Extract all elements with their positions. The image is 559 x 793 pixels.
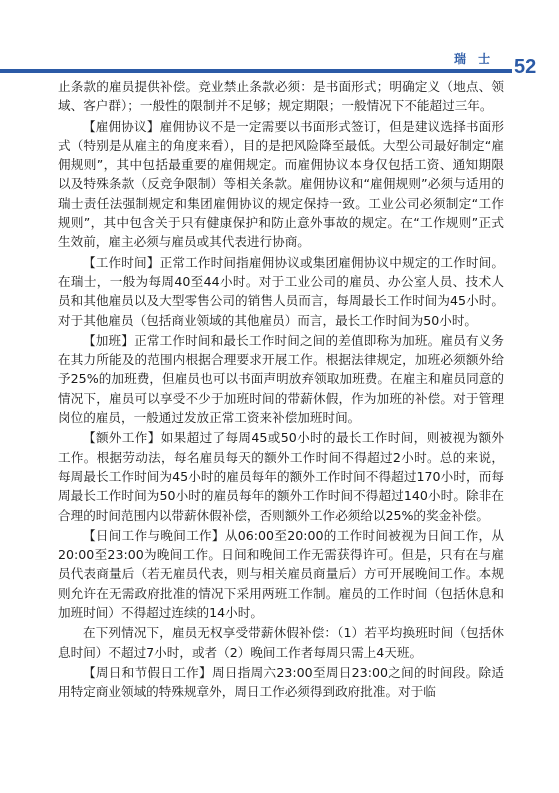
paragraph-continuation bbox=[58, 77, 504, 116]
paragraph-day-night-work bbox=[58, 526, 504, 622]
paragraph-overtime bbox=[58, 331, 504, 427]
paragraph-heading: 【工作时间】 bbox=[83, 254, 160, 270]
paragraph-extra-work bbox=[58, 428, 504, 524]
paragraph-text: 雇佣协议不是一定需要以书面形式签订，但是建议选择书面形式（特别是从雇主的角度来看），目的是把风险降至最低。大型公司最好制定“雇佣规则”，其中包括最重要的雇佣规定。而雇佣协议本身仅包括工资、通知期限以及特殊条款（反竞争限制）等相关条款。雇佣协议和“雇佣规则”必须与适用的瑞士责任法强制规定和集团雇佣协议的规定保持一致。工业公司必须制定“工作规则”，其中包含关于只有健康保护和防止意外事故的规定。在“工作规则”正式生效前，雇主必须与雇员或其代表进行协商。 bbox=[58, 118, 505, 250]
paragraph-text: 周日指周六23:00至周日23:00之间的时间段。除适用特定商业领域的特殊规章外，周日工作必须得到政府批准。对于临 bbox=[58, 664, 505, 700]
paragraph-heading: 【日间工作与晚间工作】 bbox=[83, 527, 225, 543]
paragraph-text: 如果超过了每周45或50小时的最长工作时间，则被视为额外工作。根据劳动法，每名雇员每天的额外工作时间不得超过2小时。总的来说，每周最长工作时间为45小时的雇员每年的额外工作时间不得超过170小时，而每周最长工作时间为50小时的雇员每年的额外工作时间不得超过140小时。除非在合理的时间范围内以带薪休假补偿，否则额外工作必须给以25%的奖金补偿。 bbox=[58, 430, 504, 523]
paragraph-heading: 【周日和节假日工作】 bbox=[83, 664, 212, 680]
paragraph-heading: 【雇佣协议】 bbox=[83, 118, 160, 134]
page-number: 52 bbox=[514, 56, 537, 78]
paragraph-working-hours bbox=[58, 253, 504, 330]
body-text bbox=[58, 77, 504, 703]
section-title: 瑞 士 bbox=[454, 52, 495, 66]
paragraph-heading: 【额外工作】 bbox=[83, 430, 161, 446]
paragraph-text: 从06:00至20:00的工作时间被视为日间工作，从20:00至23:00为晚间工作。日间和晚间工作无需获得许可。但是，只有在与雇员代表商量后（若无雇员代表，则与相关雇员商量后）方可开展晚间工作。本规则允许在无需政府批准的情况下采用两班工作制。雇员的工作时间（包括休息和加班时间）不得超过连续的14小时。 bbox=[58, 527, 504, 621]
paragraph-paid-leave-exceptions bbox=[58, 623, 504, 662]
paragraph-text: 止条款的雇员提供补偿。竞业禁止条款必须：是书面形式；明确定义（地点、领域、客户群）；一般性的限制并不足够；规定期限；一般情况下不能超过三年。 bbox=[58, 79, 504, 114]
paragraph-text: 正常工作时间和最长工作时间之间的差值即称为加班。雇员有义务在其力所能及的范围内根据合理要求开展工作。根据法律规定，加班必须额外给予25%的加班费，但雇员也可以书面声明放弃领取加班费。在雇主和雇员同意的情况下，雇员可以享受不少于加班时间的带薪休假，作为加班的补偿。对于管理岗位的雇员，一般通过发放正常工资来补偿加班时间。 bbox=[58, 332, 505, 426]
paragraph-text: 在下列情况下，雇员无权享受带薪休假补偿：（1）若平均换班时间（包括休息时间）不超过7小时，或者（2）晚间工作者每周只需上4天班。 bbox=[58, 625, 504, 660]
paragraph-heading: 【加班】 bbox=[83, 332, 135, 348]
header-rule bbox=[0, 69, 512, 73]
paragraph-employment-agreement bbox=[58, 117, 504, 252]
paragraph-sunday-holiday-work bbox=[58, 663, 504, 702]
paragraph-text: 正常工作时间指雇佣协议或集团雇佣协议中规定的工作时间。在瑞士，一般为每周40至44小时。对于工业公司的雇员、办公室人员、技术人员和其他雇员以及大型零售公司的销售人员而言，每周最长工作时间为45小时。对于其他雇员（包括商业领域的其他雇员）而言，最长工作时间为50小时。 bbox=[58, 254, 505, 328]
